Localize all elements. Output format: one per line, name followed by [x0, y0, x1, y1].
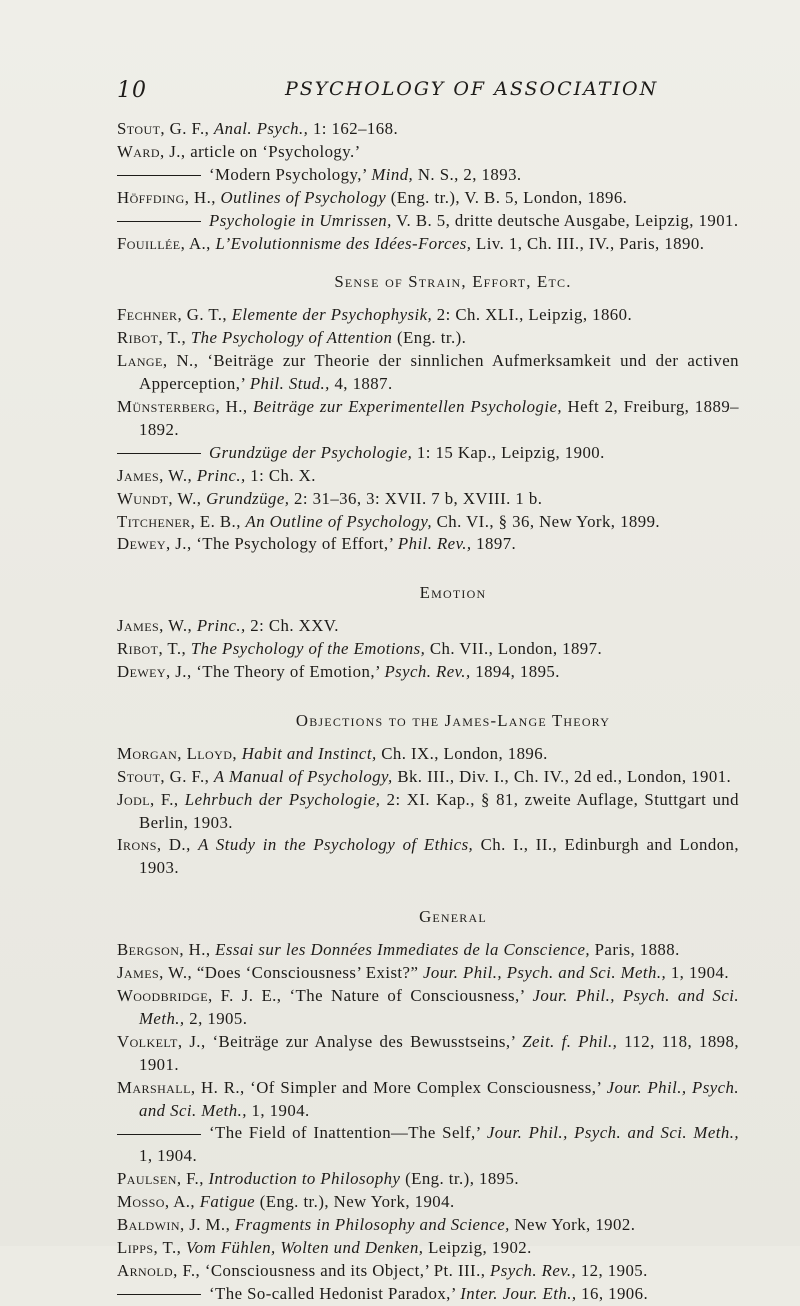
bib-entry: Woodbridge, F. J. E., ‘The Nature of Consciousness,’ Jour. Phil., Psych. and Sci. Meth., 2, 1905.: [117, 986, 739, 1028]
bib-entry: Baldwin, J. M., Fragments in Philosophy and Science, New York, 1902.: [117, 1215, 636, 1235]
bib-entry: James, W., Princ., 2: Ch. XXV.: [117, 616, 339, 636]
section-heading: Objections to the James-Lange Theory: [295, 710, 611, 730]
bib-entry: Marshall, H. R., ‘Of Simpler and More Complex Consciousness,’ Jour. Phil., Psych. and Sci. Meth., 1, 1904.: [117, 1077, 740, 1120]
bib-entry: ‘The So-called Hedonist Paradox,’ Inter. Jour. Eth., 16, 1906.: [117, 1283, 739, 1306]
bib-entry: Stout, G. F., Anal. Psych., 1: 162–168.: [117, 119, 399, 138]
section-heading: Emotion: [419, 583, 487, 603]
page-number: 10: [117, 78, 147, 103]
bib-entry: Grundzüge der Psychologie, 1: 15 Kap., Leipzig, 1900.: [117, 442, 739, 465]
bib-entry: Volkelt, J., ‘Beiträge zur Analyse des Bewusstseins,’ Zeit. f. Phil., 112, 118, 1898, 1901.: [117, 1031, 739, 1074]
bib-entry: Psychologie in Umrissen, V. B. 5, dritte deutsche Ausgabe, Leipzig, 1901.: [117, 210, 739, 233]
bib-entry: Wundt, W., Grundzüge, 2: 31–36, 3: XVII. 7 b, XVIII. 1 b.: [117, 488, 543, 508]
bib-entry: Jodl, F., Lehrbuch der Psychologie, 2: XI. Kap., § 81, zweite Auflage, Stuttgart und Berlin, 1903.: [117, 789, 739, 832]
bib-entry: Münsterberg, H., Beiträge zur Experimentellen Psychologie, Heft 2, Freiburg, 1889–1892.: [117, 396, 739, 439]
bib-entry: Titchener, E. B., An Outline of Psychology, Ch. VI., § 36, New York, 1899.: [117, 511, 661, 531]
bib-entry: Lange, N., ‘Beiträge zur Theorie der sinnlichen Aufmerksamkeit und der activen Apperception,’ Phil. Stud., 4, 1887.: [117, 351, 739, 394]
bib-entry: Dewey, J., ‘The Psychology of Effort,’ Phil. Rev., 1897.: [117, 534, 517, 554]
ditto-rule: [117, 175, 201, 176]
section-heading: General: [419, 907, 487, 927]
ditto-rule: [117, 1294, 201, 1295]
ditto-rule: [117, 453, 201, 454]
bib-entry: Dewey, J., ‘The Theory of Emotion,’ Psych. Rev., 1894, 1895.: [117, 662, 560, 682]
bib-entry: Arnold, F., ‘Consciousness and its Object,’ Pt. III., Psych. Rev., 12, 1905.: [117, 1260, 648, 1280]
bib-entry: Stout, G. F., A Manual of Psychology, Bk. III., Div. I., Ch. IV., 2d ed., London, 1901.: [117, 766, 732, 786]
bib-entry: Fechner, G. T., Elemente der Psychophysik, 2: Ch. XLI., Leipzig, 1860.: [117, 305, 633, 325]
bib-entry: James, W., “Does ‘Consciousness’ Exist?” Jour. Phil., Psych. and Sci. Meth., 1, 1904.: [117, 963, 729, 983]
bib-entry: Bergson, H., Essai sur les Données Immediates de la Conscience, Paris, 1888.: [117, 940, 680, 960]
ditto-rule: [117, 221, 201, 222]
page-header: [0, 78, 800, 108]
bib-entry: Ribot, T., The Psychology of the Emotions, Ch. VII., London, 1897.: [117, 639, 603, 659]
bib-entry: Lipps, T., Vom Fühlen, Wolten und Denken, Leipzig, 1902.: [117, 1237, 532, 1257]
bib-entry: Paulsen, F., Introduction to Philosophy (Eng. tr.), 1895.: [117, 1169, 519, 1189]
ditto-rule: [117, 1134, 201, 1135]
bib-entry: Morgan, Lloyd, Habit and Instinct, Ch. IX., London, 1896.: [117, 743, 548, 763]
bib-entry: Höffding, H., Outlines of Psychology (Eng. tr.), V. B. 5, London, 1896.: [117, 187, 628, 207]
bib-entry: Irons, D., A Study in the Psychology of Ethics, Ch. I., II., Edinburgh and London, 1903.: [117, 835, 740, 878]
bib-entry: Ribot, T., The Psychology of Attention (Eng. tr.).: [117, 328, 467, 348]
bib-entry: ‘Modern Psychology,’ Mind, N. S., 2, 1893.: [117, 164, 739, 187]
section-heading: Sense of Strain, Effort, Etc.: [334, 272, 572, 292]
bib-entry: ‘The Field of Inattention—The Self,’ Jour. Phil., Psych. and Sci. Meth., 1, 1904.: [117, 1122, 739, 1168]
bibliography: [117, 118, 739, 1306]
bib-entry: Ward, J., article on ‘Psychology.’: [117, 141, 361, 161]
bib-entry: Fouillée, A., L’Evolutionnisme des Idées-Forces, Liv. 1, Ch. III., IV., Paris, 1890.: [117, 233, 705, 253]
running-title: PSYCHOLOGY OF ASSOCIATION: [285, 78, 659, 100]
bib-entry: James, W., Princ., 1: Ch. X.: [117, 465, 316, 485]
bib-entry: Mosso, A., Fatigue (Eng. tr.), New York, 1904.: [117, 1192, 455, 1212]
